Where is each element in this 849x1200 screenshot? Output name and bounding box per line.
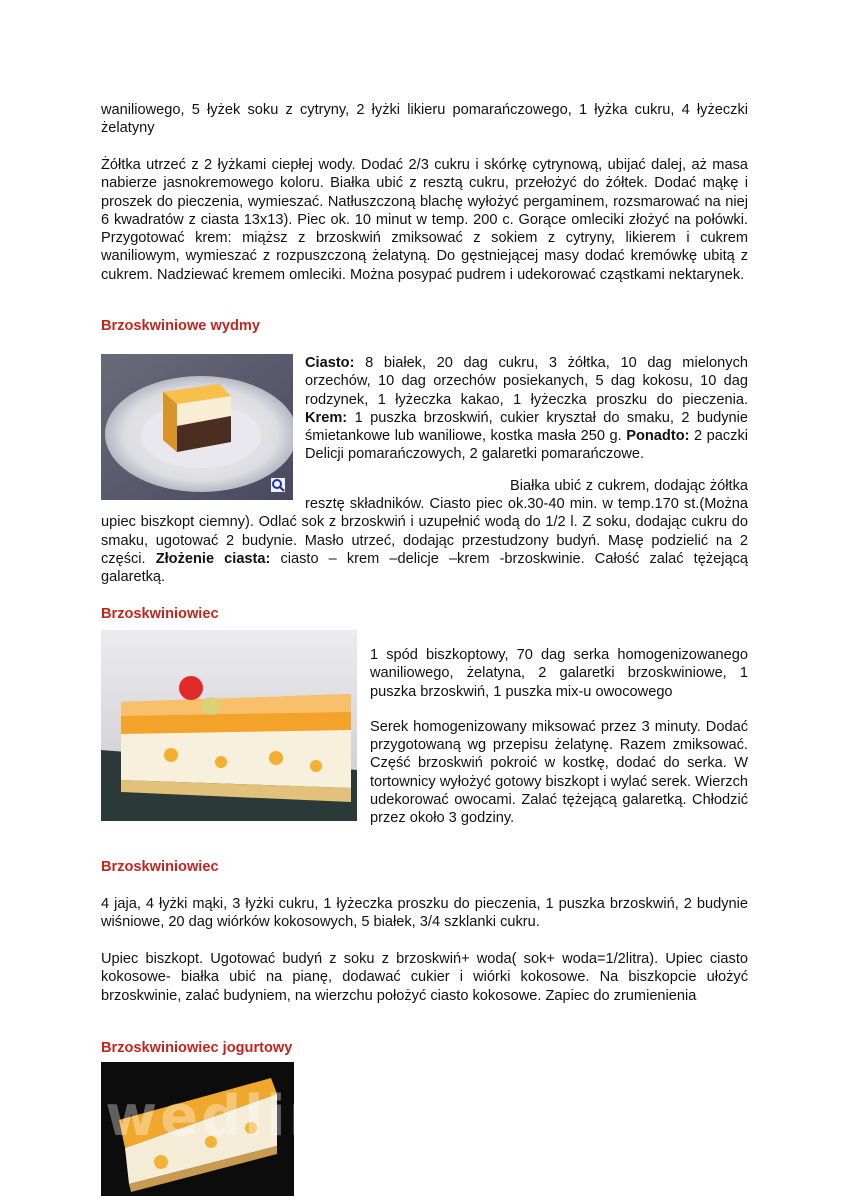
recipe-title-brzoskwiniowiec-1: Brzoskwiniowiec xyxy=(101,606,219,622)
photo-brzoskwiniowiec xyxy=(101,630,357,821)
krem-label: Krem: xyxy=(305,409,348,426)
photo-brzoskwiniowiec-jogurtowy xyxy=(101,1062,294,1196)
zlozenie-label: Złożenie ciasta: xyxy=(155,550,271,567)
ciasto-text: 8 białek, 20 dag cukru, 3 żółtka, 10 dag mielonych orzechów, 10 dag orzechów posiekanych, 5 dag kokosu, 10 dag rodzynek, 1 łyżeczka kakao, 1 łyżeczka proszku do pieczenia. xyxy=(305,355,748,408)
intro-ingredients: waniliowego, 5 łyżek soku z cytryny, 2 łyżki likieru pomarańczowego, 1 łyżka cukru, 4 łyżeczki żelatyny xyxy=(101,102,748,137)
krem-text: 1 puszka brzoskwiń, cukier kryształ do smaku, 2 budynie śmietankowe lub waniliowe, kostka masła 250 g. xyxy=(305,409,748,445)
site-watermark: wedlinydomowe.pl xyxy=(105,1084,744,1149)
yoghurt-peach-cake-image xyxy=(101,1062,294,1196)
recipe-title-brzoskwiniowe-wydmy: Brzoskwiniowe wydmy xyxy=(101,318,260,334)
photo-brzoskwiniowe-wydmy xyxy=(101,354,293,500)
recipe2-ingredients: 1 spód biszkoptowy, 70 dag serka homogenizowanego waniliowego, żelatyna, 2 galaretki brzoskwiniowe, 1 puszka brzoskwiń, 1 puszka mix-u owocowego xyxy=(370,647,748,700)
recipe-title-brzoskwiniowiec-2: Brzoskwiniowiec xyxy=(101,859,219,875)
recipe-title-brzoskwiniowiec-jogurtowy: Brzoskwiniowiec jogurtowy xyxy=(101,1040,293,1056)
ciasto-label: Ciasto: xyxy=(305,355,355,371)
intro-method: Żółtka utrzeć z 2 łyżkami ciepłej wody. Dodać 2/3 cukru i skórkę cytrynową, ubijać dalej, aż masa nabierze jasnokremowego koloru. Białka ubić z resztą cukru, przełożyć do żółtek. Dodać mąkę i proszek do pieczenia, wymieszać. Natłuszczoną blachę wyłożyć pergaminem, rozsmarować na niej 6 kwadratów z ciasta 13x13). Piec ok. 10 minut w temp. 200 c. Gorące omleciki złożyć na połówki. Przygotować krem: miąższ z brzoskwiń zmiksować z sokiem z cytryny, likierem i cukrem waniliowym, wymieszać z rozpuszczoną żelatyną. Do gęstniejącej masy dodać kremówkę ubitą z cukrem. Nadziewać kremem omleciki. Można posypać pudrem i udekorować cząstkami nektarynek. xyxy=(101,157,748,283)
recipe3-method: Upiec biszkopt. Ugotować budyń z soku z brzoskwiń+ woda( sok+ woda=1/2litra). Upiec ciasto kokosowe- białka ubić na pianę, dodawać cukier i wiórki kokosowe. Na biszkopcie ułożyć brzoskwinie, zalać budyniem, na wierzchu położyć ciasto kokosowe. Zapiec do zrumienienia xyxy=(101,951,748,1004)
recipe2-method: Serek homogenizowany miksować przez 3 minuty. Dodać przygotowaną wg przepisu żelatynę. Razem zmiksować. Część brzoskwiń pokroić w kostkę, dodać do serka. W tortownicy wyłożyć gotowy biszkopt i wylać serek. Wierzch udekorować owocami. Zalać tężejącą galaretką. Chłodzić przez około 3 godziny. xyxy=(370,718,748,827)
ponadto-label: Ponadto: xyxy=(626,428,690,445)
ponadto-text: 2 paczki Delicji pomarańczowych, 2 galaretki pomarańczowe. xyxy=(305,428,748,463)
recipe3-ingredients: 4 jaja, 4 łyżki mąki, 3 łyżki cukru, 1 łyżeczka proszku do pieczenia, 1 puszka brzoskwiń, 2 budynie wiśniowe, 20 dag wiórków kokosowych, 5 białek, 3/4 szklanki cukru. xyxy=(101,896,748,931)
cake-on-plate-image xyxy=(101,354,293,500)
recipe1-method-b: ciasto – krem –delicje –krem -brzoskwinie. Całość zalać tężejącą galaretką. xyxy=(101,550,748,586)
recipe1-method-a: Białka ubić z cukrem, dodając żółtka resztę składników. Ciasto piec ok.30-40 min. w temp.170 st.(Można upiec biszkopt ciemny). Odlać sok z brzoskwiń i uzupełnić wodą do 1/2 l. Z soku, dodając cukru do smaku, ugotować 2 budynie. Masło utrzeć, dodając przestudzony budyń. Masę podzielić na 2 części. xyxy=(101,477,748,567)
peach-cheesecake-image xyxy=(101,630,357,821)
